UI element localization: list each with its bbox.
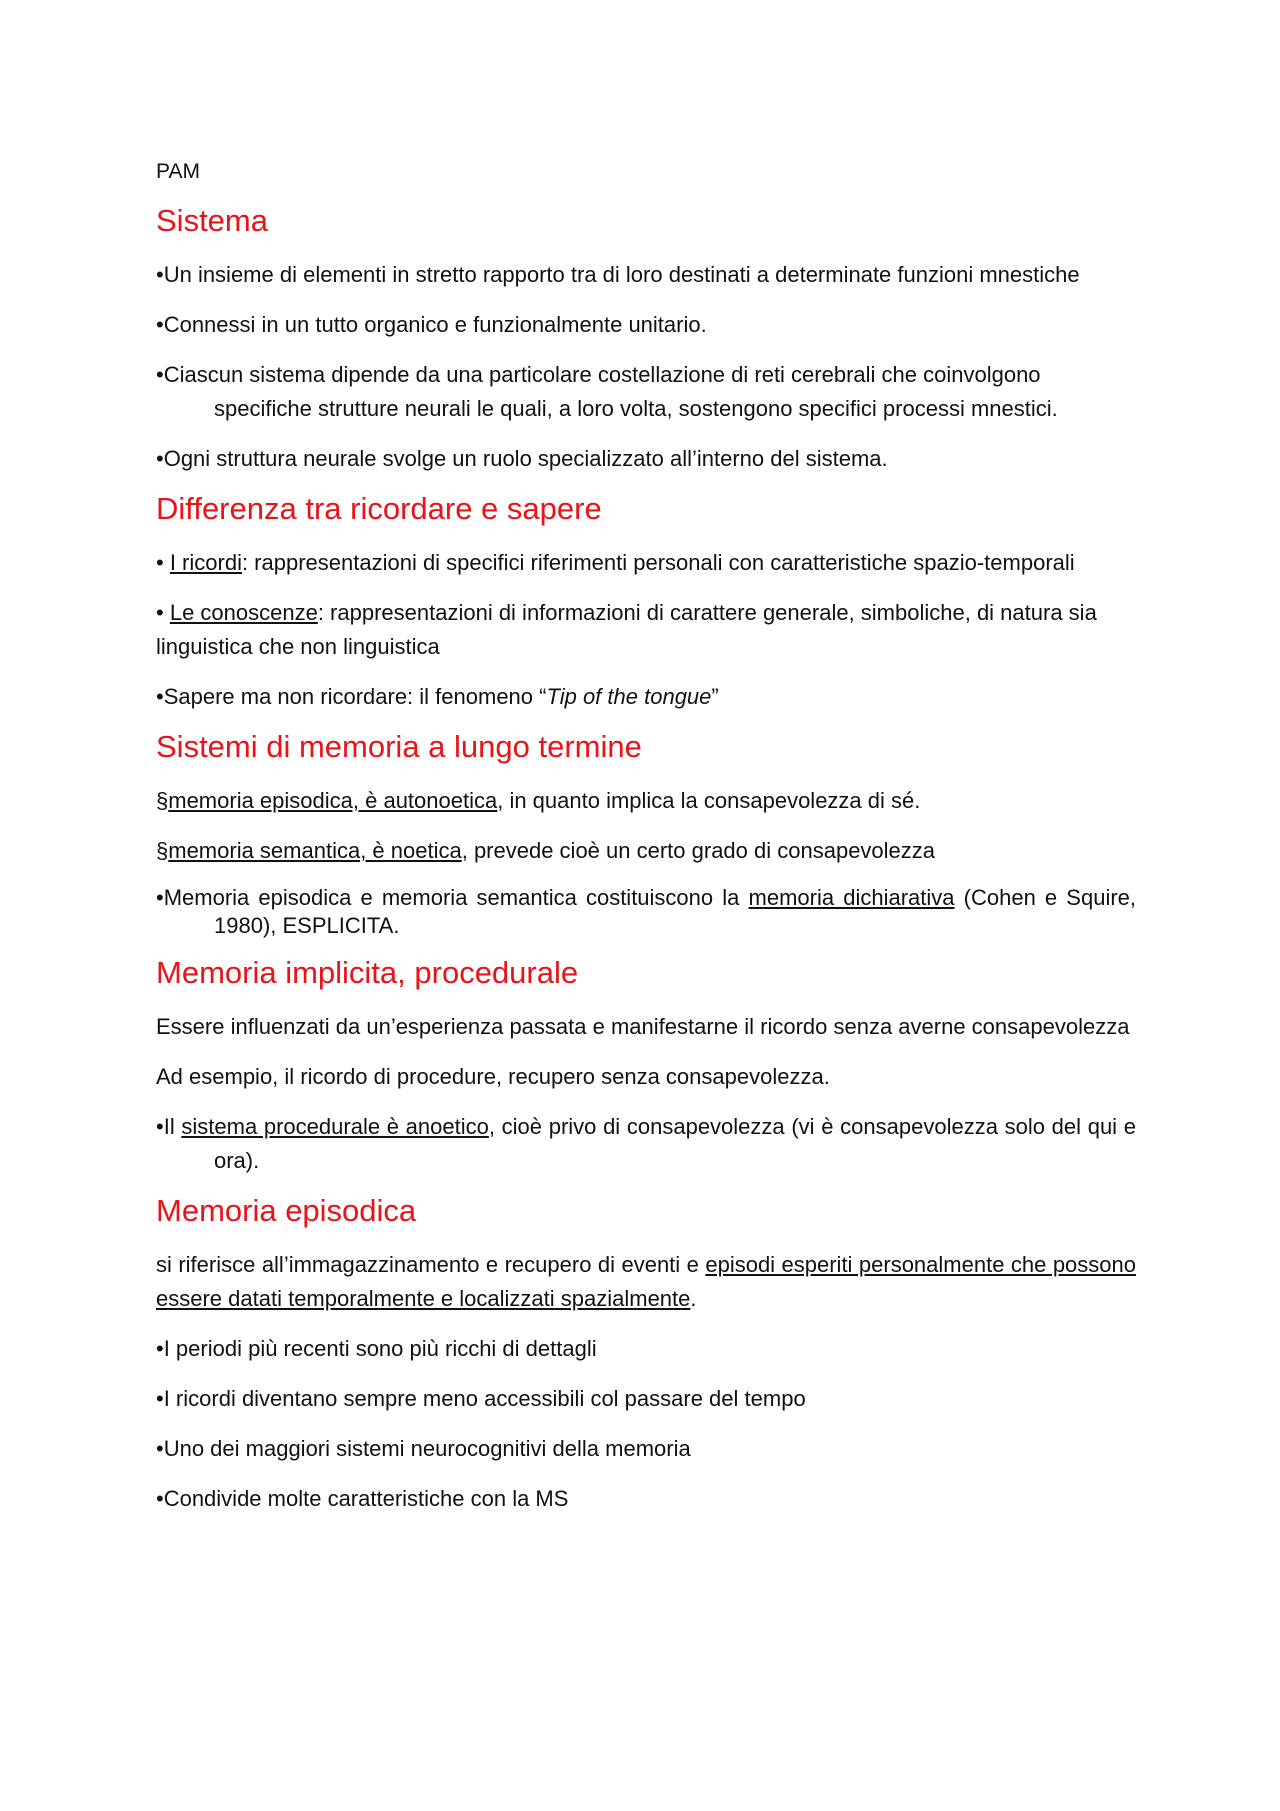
text-rest: : rappresentazioni di informazioni di carattere generale, simboliche, di natura sia linguistica che non linguistica <box>156 600 1097 660</box>
section-title-differenza: Differenza tra ricordare e sapere <box>156 491 602 527</box>
document-page <box>156 150 1136 1532</box>
underlined-term: sistema procedurale è anoetico <box>181 1114 489 1140</box>
italic-phrase: Tip of the tongue <box>546 684 712 710</box>
text-prefix: •Sapere ma non ricordare: il fenomeno “ <box>156 684 547 710</box>
paragraph: •Condivide molte caratteristiche con la MS <box>156 1486 569 1512</box>
text-rest: (Cohen e Squire, 1980), ESPLICITA. <box>214 885 1137 939</box>
underlined-term: memoria episodica, è autonoetica <box>168 788 498 814</box>
underlined-term: memoria dichiarativa <box>748 885 955 911</box>
section-title-sistema: Sistema <box>156 203 268 238</box>
underlined-term: Le conoscenze <box>169 600 318 626</box>
paragraph: •Un insieme di elementi in stretto rapporto tra di loro destinati a determinate funzioni mnestiche <box>156 262 1080 288</box>
section-title-memoria-episodica: Memoria episodica <box>156 1193 417 1229</box>
paragraph: Ad esempio, il ricordo di procedure, recupero senza consapevolezza. <box>156 1064 830 1090</box>
text-rest: . <box>690 1286 697 1312</box>
paragraph: •Uno dei maggiori sistemi neurocognitivi della memoria <box>156 1436 691 1462</box>
paragraph: Essere influenzati da un’esperienza passata e manifestarne il ricordo senza averne consapevolezza <box>156 1014 1130 1040</box>
text-rest: , cioè privo di consapevolezza (vi è consapevolezza solo del qui e ora). <box>214 1114 1136 1174</box>
underlined-term: I ricordi <box>169 550 242 576</box>
paragraph: •Ogni struttura neurale svolge un ruolo specializzato all’interno del sistema. <box>156 446 888 472</box>
underlined-term: memoria semantica, è noetica <box>168 838 462 864</box>
text-prefix: • <box>156 550 170 576</box>
paragraph: •I ricordi diventano sempre meno accessibili col passare del tempo <box>156 1386 806 1412</box>
text-prefix: § <box>156 838 169 864</box>
paragraph: •Connessi in un tutto organico e funzionalmente unitario. <box>156 312 707 338</box>
section-title-memoria-implicita: Memoria implicita, procedurale <box>156 955 579 991</box>
text-rest: ” <box>711 684 719 710</box>
paragraph <box>156 784 1136 818</box>
text-prefix: •Il <box>156 1114 182 1140</box>
text-rest: , in quanto implica la consapevolezza di sé. <box>497 788 921 814</box>
text-prefix: •Memoria episodica e memoria semantica costituiscono la <box>156 885 749 911</box>
paragraph <box>156 546 1136 580</box>
text-prefix: • <box>156 600 170 626</box>
paragraph: •Ciascun sistema dipende da una particolare costellazione di reti cerebrali che coinvolgono specifiche strutture neurali le quali, a loro volta, sostengono specifici processi mnestici. <box>156 362 1058 422</box>
paragraph <box>156 596 1136 664</box>
paragraph <box>156 834 1136 868</box>
paragraph: •I periodi più recenti sono più ricchi di dettagli <box>156 1336 597 1362</box>
paragraph <box>156 884 1136 940</box>
text-prefix: § <box>156 788 169 814</box>
paragraph <box>156 1248 1136 1316</box>
paragraph <box>156 1110 1136 1178</box>
paragraph <box>156 680 1136 714</box>
text-prefix: si riferisce all’immagazzinamento e recupero di eventi e <box>156 1252 706 1278</box>
header-label: PAM <box>156 160 200 183</box>
text-rest: , prevede cioè un certo grado di consapevolezza <box>461 838 936 864</box>
text-rest: : rappresentazioni di specifici riferimenti personali con caratteristiche spazio-temporali <box>241 550 1075 576</box>
section-title-sistemi-memoria: Sistemi di memoria a lungo termine <box>156 729 642 765</box>
underlined-term: episodi esperiti personalmente che possono essere datati temporalmente e localizzati spazialmente <box>156 1252 1136 1312</box>
